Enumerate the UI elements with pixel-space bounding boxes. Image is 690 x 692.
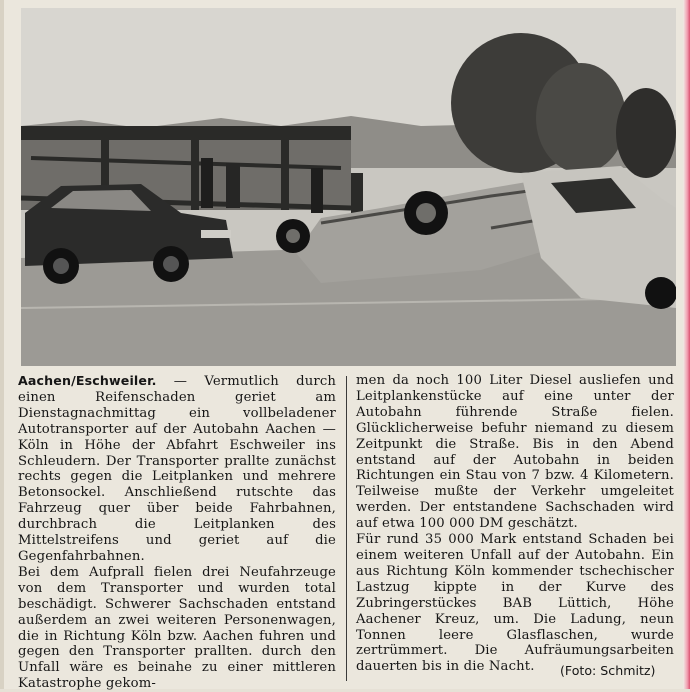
article-column-right: [356, 373, 674, 675]
column-divider: [346, 376, 347, 681]
article-paragraph-2: Bei dem Aufprall fielen drei Neufahrzeuge von dem Transporter und wurden total beschädigt. Schwerer Sachschaden entstand außerdem an zwei weiteren Personenwagen, die in Richtung Köln bzw. Aachen fuhren und gegen den Transporter prallten. durch den Unfall wäre es beinahe zu einer mittleren Katastrophe gekom-: [18, 564, 336, 692]
photo-credit: (Foto: Schmitz): [560, 663, 656, 678]
scan-edge-right: [683, 0, 690, 689]
article-column-left: [18, 373, 336, 692]
article-paragraph-3: men da noch 100 Liter Diesel ausliefen und Leitplankenstücke auf eine unter der Autobahn führende Straße fielen. Glücklicherweise befuhr niemand zu diesem Zeitpunkt die Straße. Bis in den Abend entstand auf der Autobahn in beiden Richtungen ein Stau von 7 bzw. 4 Kilometern. Teilweise mußte der Verkehr umgeleitet werden. Der entstandene Sachschaden wird auf etwa 100 000 DM geschätzt.: [356, 373, 674, 532]
article-paragraph-4: Für rund 35 000 Mark entstand Schaden bei einem weiteren Unfall auf der Autobahn. Ein aus Richtung Köln kommender tschechischer Lastzug kippte in der Kurve des Zubringerstückes BAB Lüttich, Höhe Aachener Kreuz, um. Die Ladung, neun Tonnen leere Glasflaschen, wurde zertrümmert. Die Aufräumungsarbeiten dauerten bis in die Nacht.: [356, 532, 674, 675]
scan-edge-left: [0, 0, 4, 689]
article-lead-text: — Vermutlich durch einen Reifenschaden geriet am Dienstagnachmittag ein vollbeladener Autotransporter auf der Autobahn Aachen — Köln in Höhe der Abfahrt Eschweiler ins Schleudern. Der Transporter prallte zunächst rechts gegen die Leitplanken und mehrere Betonsockel. Anschließend rutschte das Fahrzeug quer über beide Fahrbahnen, durchbrach die Leitplanken des Mittelstreifens und geriet auf die Gegenfahrbahnen.: [18, 374, 336, 564]
article-dateline: Aachen/Eschweiler.: [18, 373, 157, 388]
accident-photo: [21, 8, 676, 366]
article-paragraph-1: [18, 373, 336, 565]
